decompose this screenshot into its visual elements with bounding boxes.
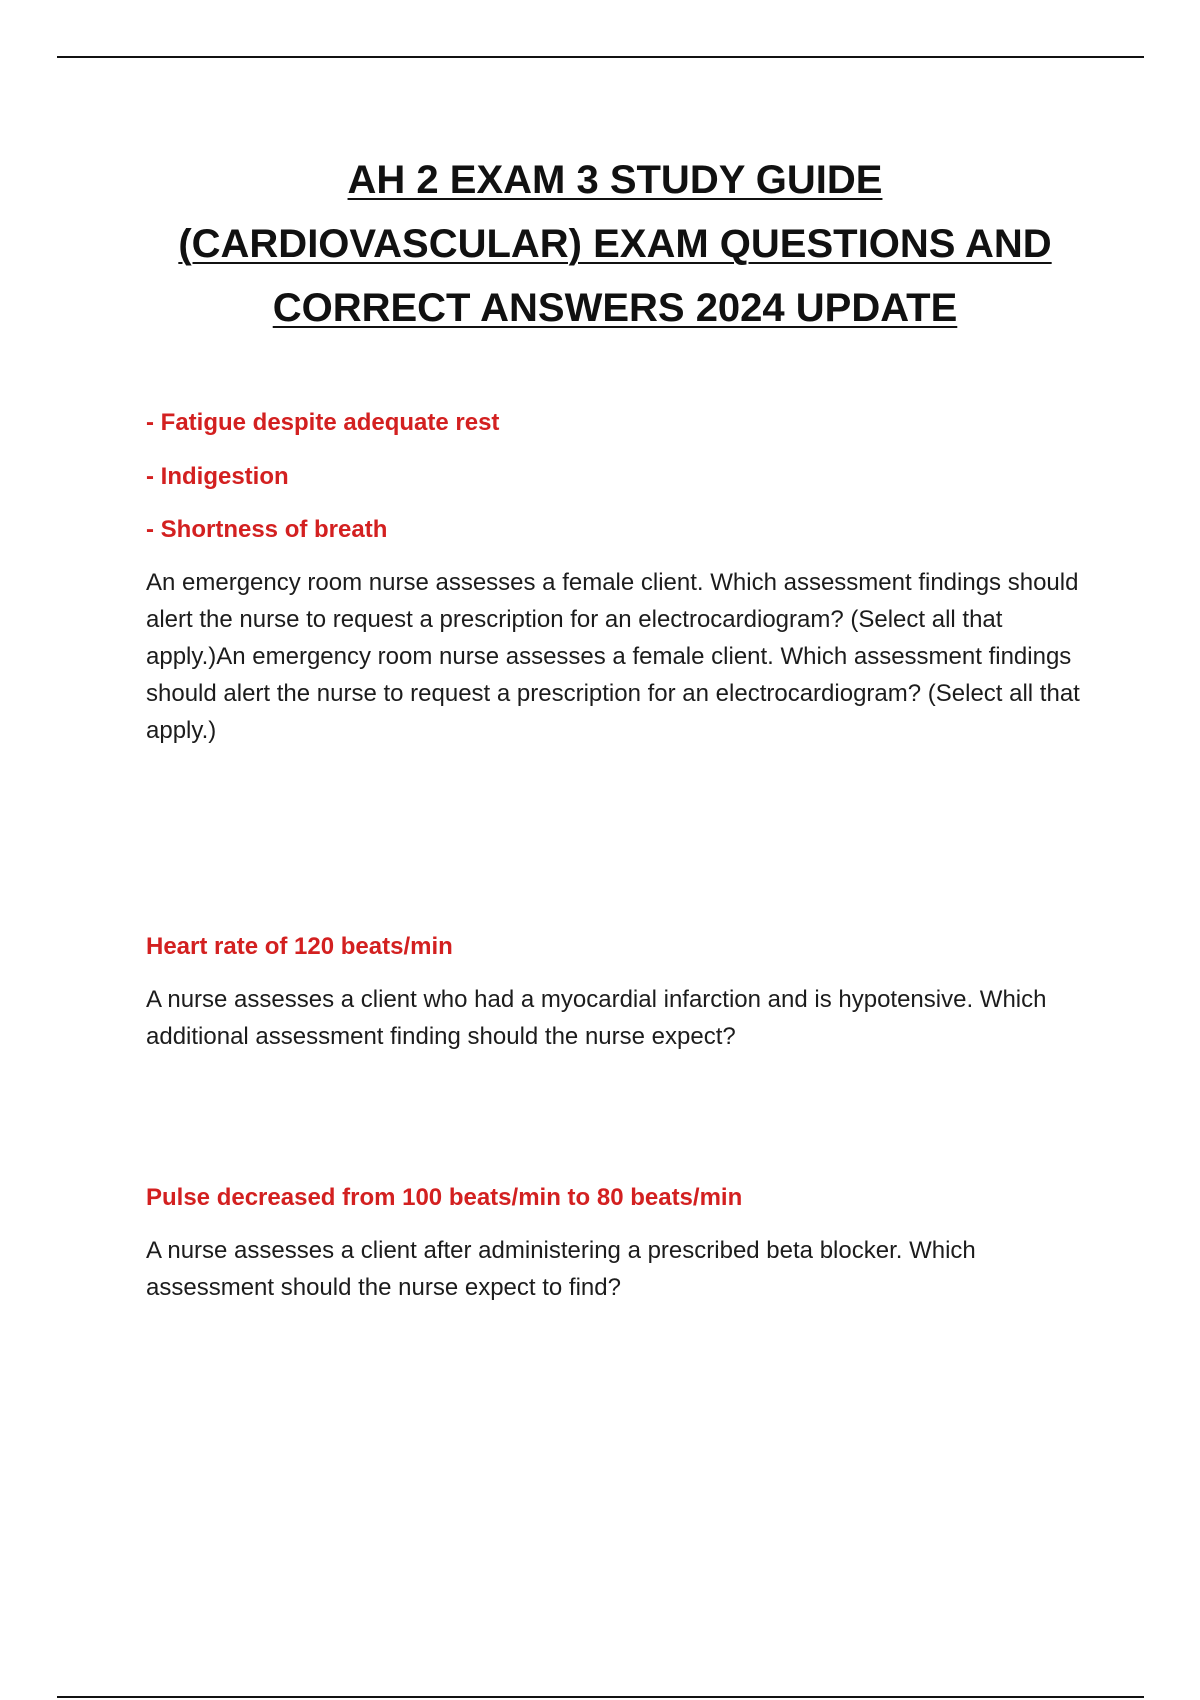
bottom-rule [57,1696,1144,1698]
answer-text: - Indigestion [146,463,289,490]
qa-section-2 [146,931,1086,1055]
qa-section-1 [146,407,1086,749]
answer-text: - Fatigue despite adequate rest [146,409,500,436]
title-line-1: AH 2 EXAM 3 STUDY GUIDE [347,158,883,202]
answer-text: Heart rate of 120 beats/min [146,933,453,960]
question-text: A nurse assesses a client who had a myocardial infarction and is hypotensive. Which additional assessment finding should the nurse expect? [146,986,1047,1050]
answer-text: - Shortness of breath [146,516,388,543]
question-text: A nurse assesses a client after administering a prescribed beta blocker. Which assessment should the nurse expect to find? [146,1237,976,1301]
answer-text: Pulse decreased from 100 beats/min to 80 beats/min [146,1184,743,1211]
question-text: An emergency room nurse assesses a female client. Which assessment findings should alert the nurse to request a prescription for an electrocardiogram? (Select all that apply.)An emergency room nurse assesses a female client. Which assessment findings should alert the nurse to request a prescription for an electrocardiogram? (Select all that apply.) [146,569,1080,744]
title-line-2: (CARDIOVASCULAR) EXAM QUESTIONS AND [178,222,1052,266]
top-rule [57,56,1144,58]
title-line-3: CORRECT ANSWERS 2024 UPDATE [272,286,958,330]
qa-section-3 [146,1182,1086,1306]
document-title [100,148,1130,340]
